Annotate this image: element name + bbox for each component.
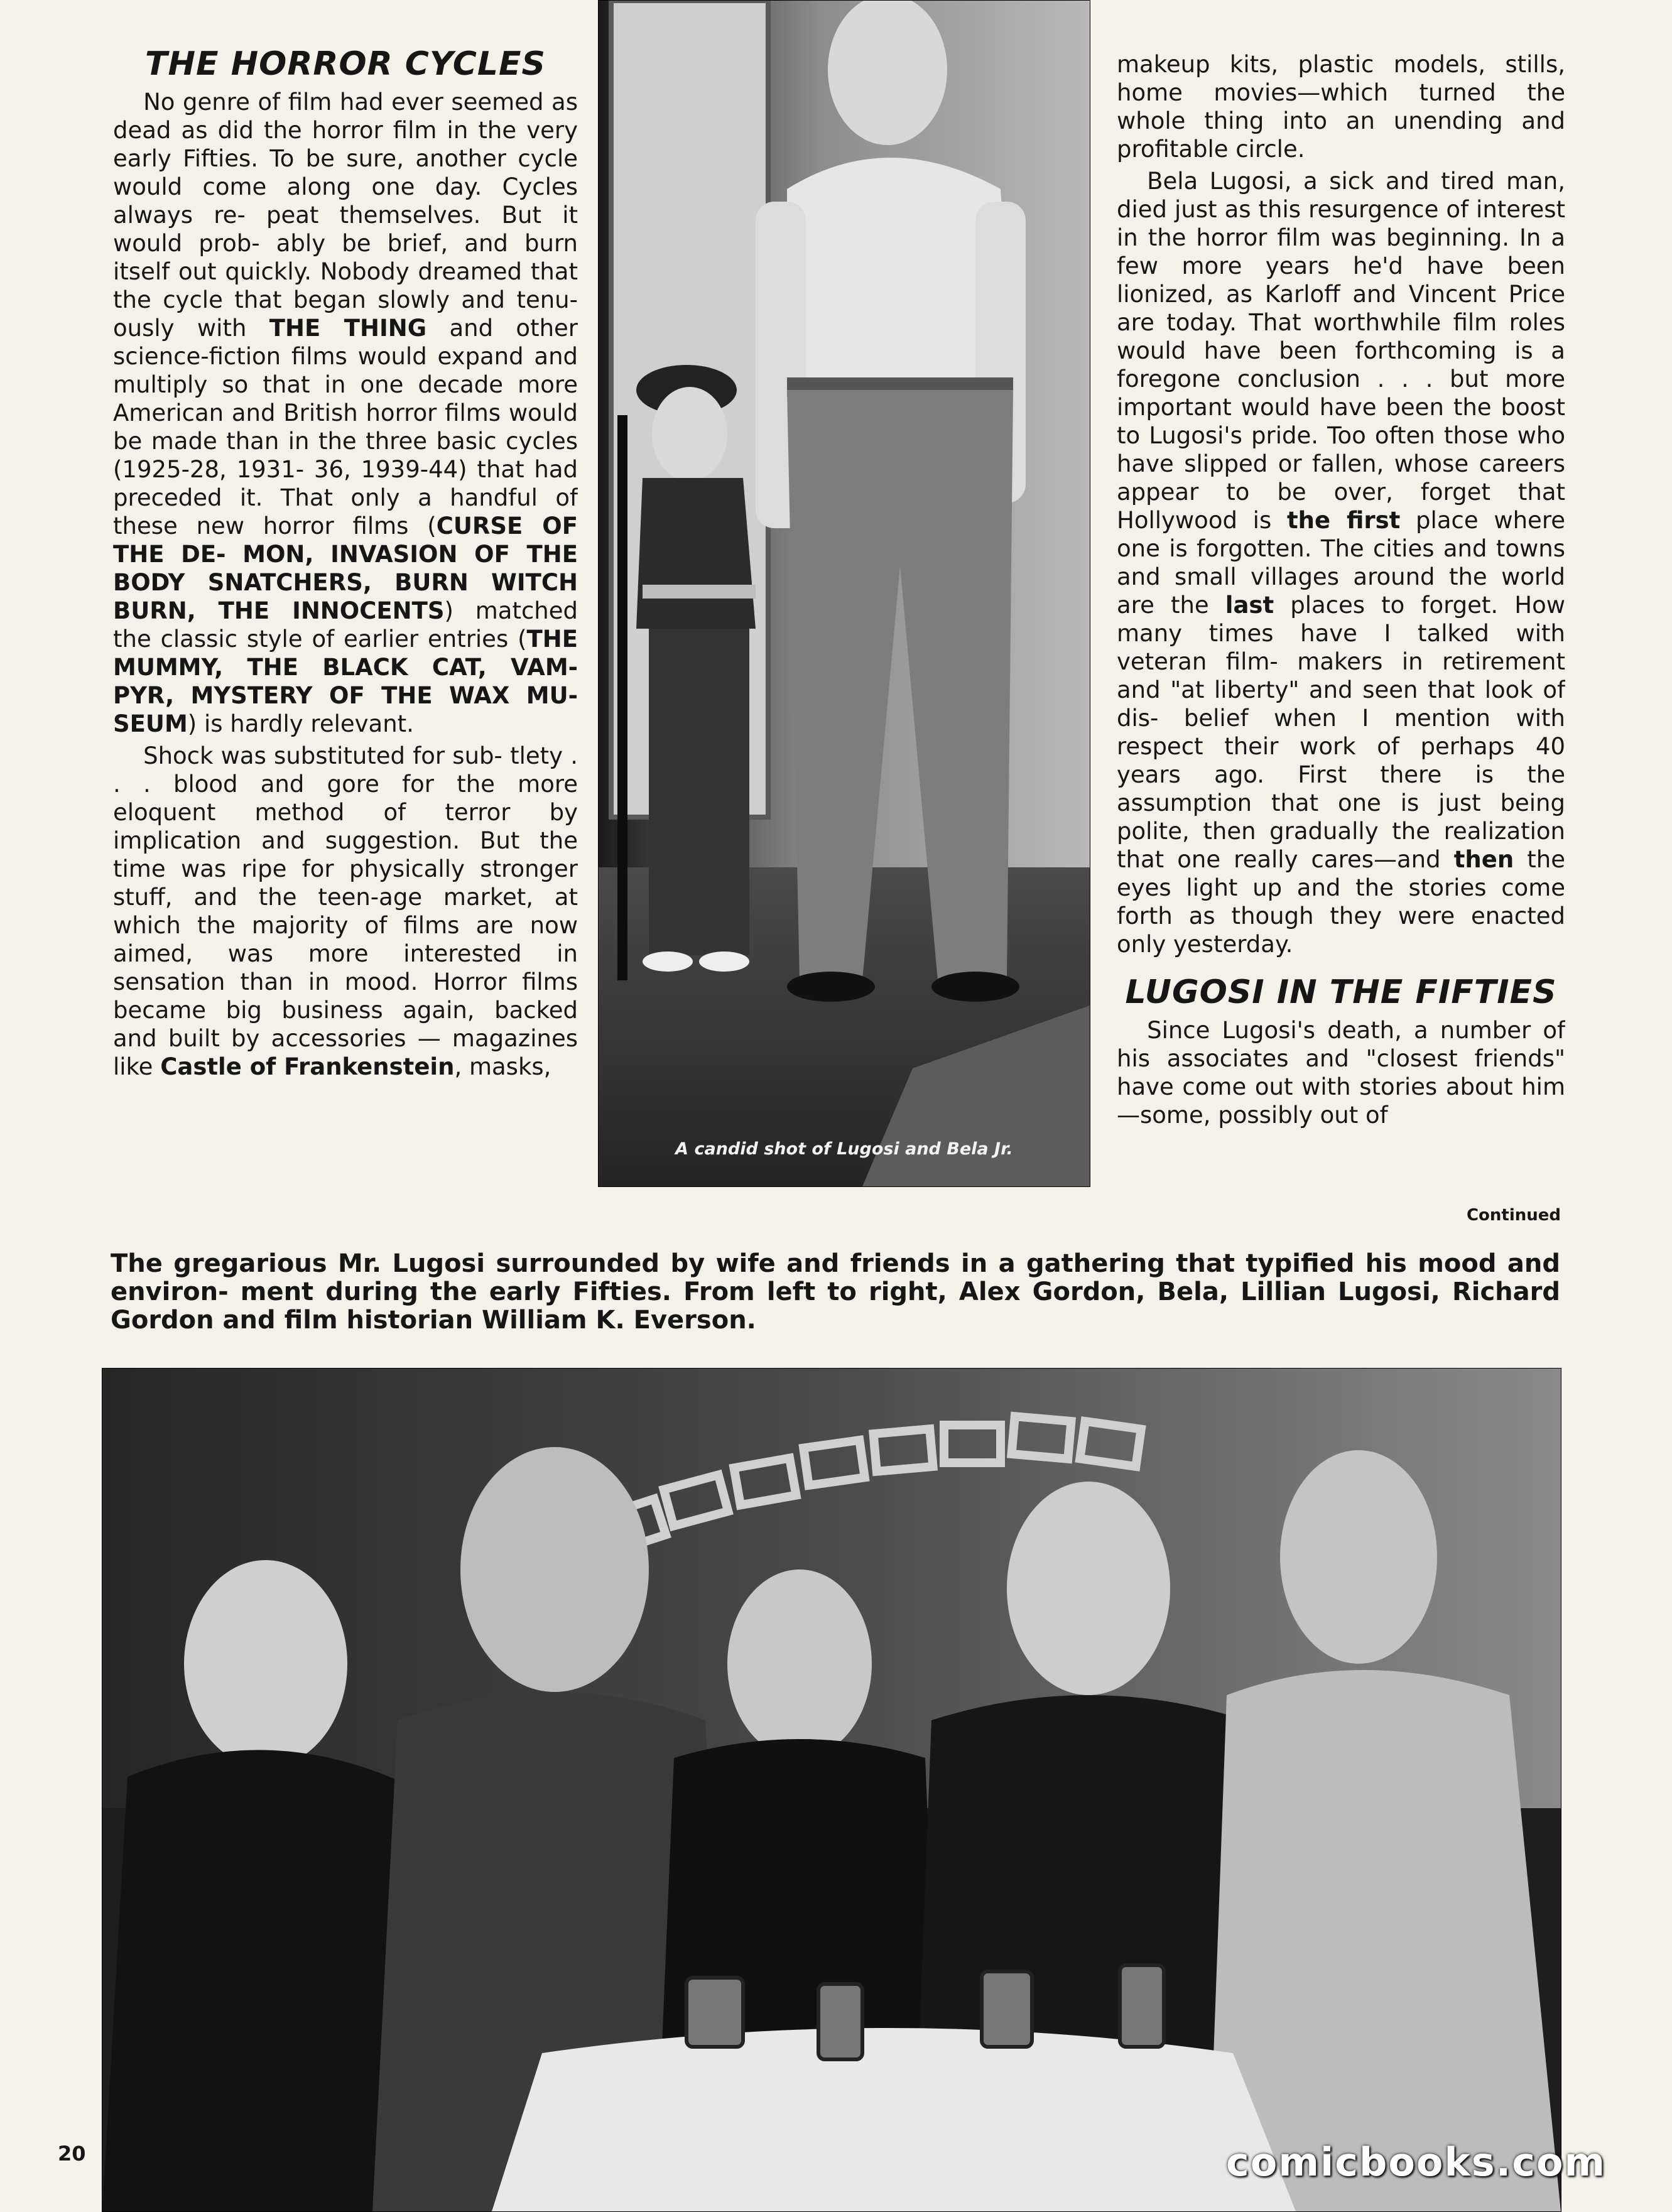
paragraph: Since Lugosi's death, a number of his associates and "closest friends" have come out with stories about him—some, possibly out of xyxy=(1117,1017,1565,1129)
group-photo-caption: The gregarious Mr. Lugosi surrounded by wife and friends in a gathering that typified his mood and environ- ment during the early Fifties. From left to right, Alex Gordon, Bela, Lillian Lugosi, Richard Gordon and film historian William K. Everson. xyxy=(111,1249,1560,1335)
right-column-body-bottom xyxy=(1117,1016,1565,1129)
left-column-body xyxy=(113,88,578,1081)
paragraph: Shock was substituted for sub- tlety . . . blood and gore for the more eloquent method of terror by implication and suggestion. But the time was ripe for physically stronger stuff, and the teen-age market, at which the majority of films are now aimed, was more interested in sensation than in mood. Horror films became big business again, backed and built by accessories — magazines like Castle of Frankenstein, masks, xyxy=(113,742,578,1080)
section-heading-horror-cycles: THE HORROR CYCLES xyxy=(144,45,546,83)
photo-group-gathering-image xyxy=(102,1369,1561,2211)
photo-caption-top: A candid shot of Lugosi and Bela Jr. xyxy=(675,1139,1013,1159)
photo-lugosi-and-son-image xyxy=(599,1,1090,1186)
paragraph: Bela Lugosi, a sick and tired man, died just as this resurgence of interest in the horror film was beginning. In a few more years he'd have been lionized, as Karloff and Vincent Price are today. That worthwhile film roles would have been forthcoming is a foregone conclusion . . . but more important would have been the boost to Lugosi's pride. Too often those who have slipped or fallen, whose careers appear to be over, forget that Hollywood is the first place where one is forgotten. The cities and towns and small villages around the world are the last places to forget. How many times have I talked with veteran film- makers in retirement and "at liberty" and seen that look of dis- belief when I mention with respect their work of perhaps 40 years ago. First there is the assumption that one is just being polite, then gradually the realization that one really cares—and then the eyes light up and the stories come forth as though they were enacted only yesterday. xyxy=(1117,168,1565,958)
paragraph: makeup kits, plastic models, stills, home movies—which turned the whole thing into an unending and profitable circle. xyxy=(1117,51,1565,163)
left-column xyxy=(113,44,578,1193)
section-heading-lugosi-fifties: LUGOSI IN THE FIFTIES xyxy=(1125,973,1557,1011)
continued-label: Continued xyxy=(1466,1206,1561,1225)
photo-group-gathering xyxy=(102,1368,1561,2212)
page-number: 20 xyxy=(58,2142,86,2166)
right-column-body-top xyxy=(1117,50,1565,958)
right-column xyxy=(1117,50,1565,1225)
paragraph: No genre of film had ever seemed as dead as did the horror film in the very early Fifties. To be sure, another cycle would come along one day. Cycles always re- peat themselves. But it would prob- ably be brief, and burn itself out quickly. Nobody dreamed that the cycle that began slowly and tenu- ously with THE THING and other science-fiction films would expand and multiply so that in one decade more American and British horror films would be made than in the three basic cycles (1925-28, 1931- 36, 1939-44) that had preceded it. That only a handful of these new horror films (CURSE OF THE DE- MON, INVASION OF THE BODY SNATCHERS, BURN WITCH BURN, THE INNOCENTS) matched the classic style of earlier entries (THE MUMMY, THE BLACK CAT, VAM- PYR, MYSTERY OF THE WAX MU- SEUM) is hardly relevant. xyxy=(113,89,578,737)
photo-lugosi-and-son xyxy=(598,0,1090,1187)
watermark-logo: comicbooks.com xyxy=(1226,2139,1607,2185)
